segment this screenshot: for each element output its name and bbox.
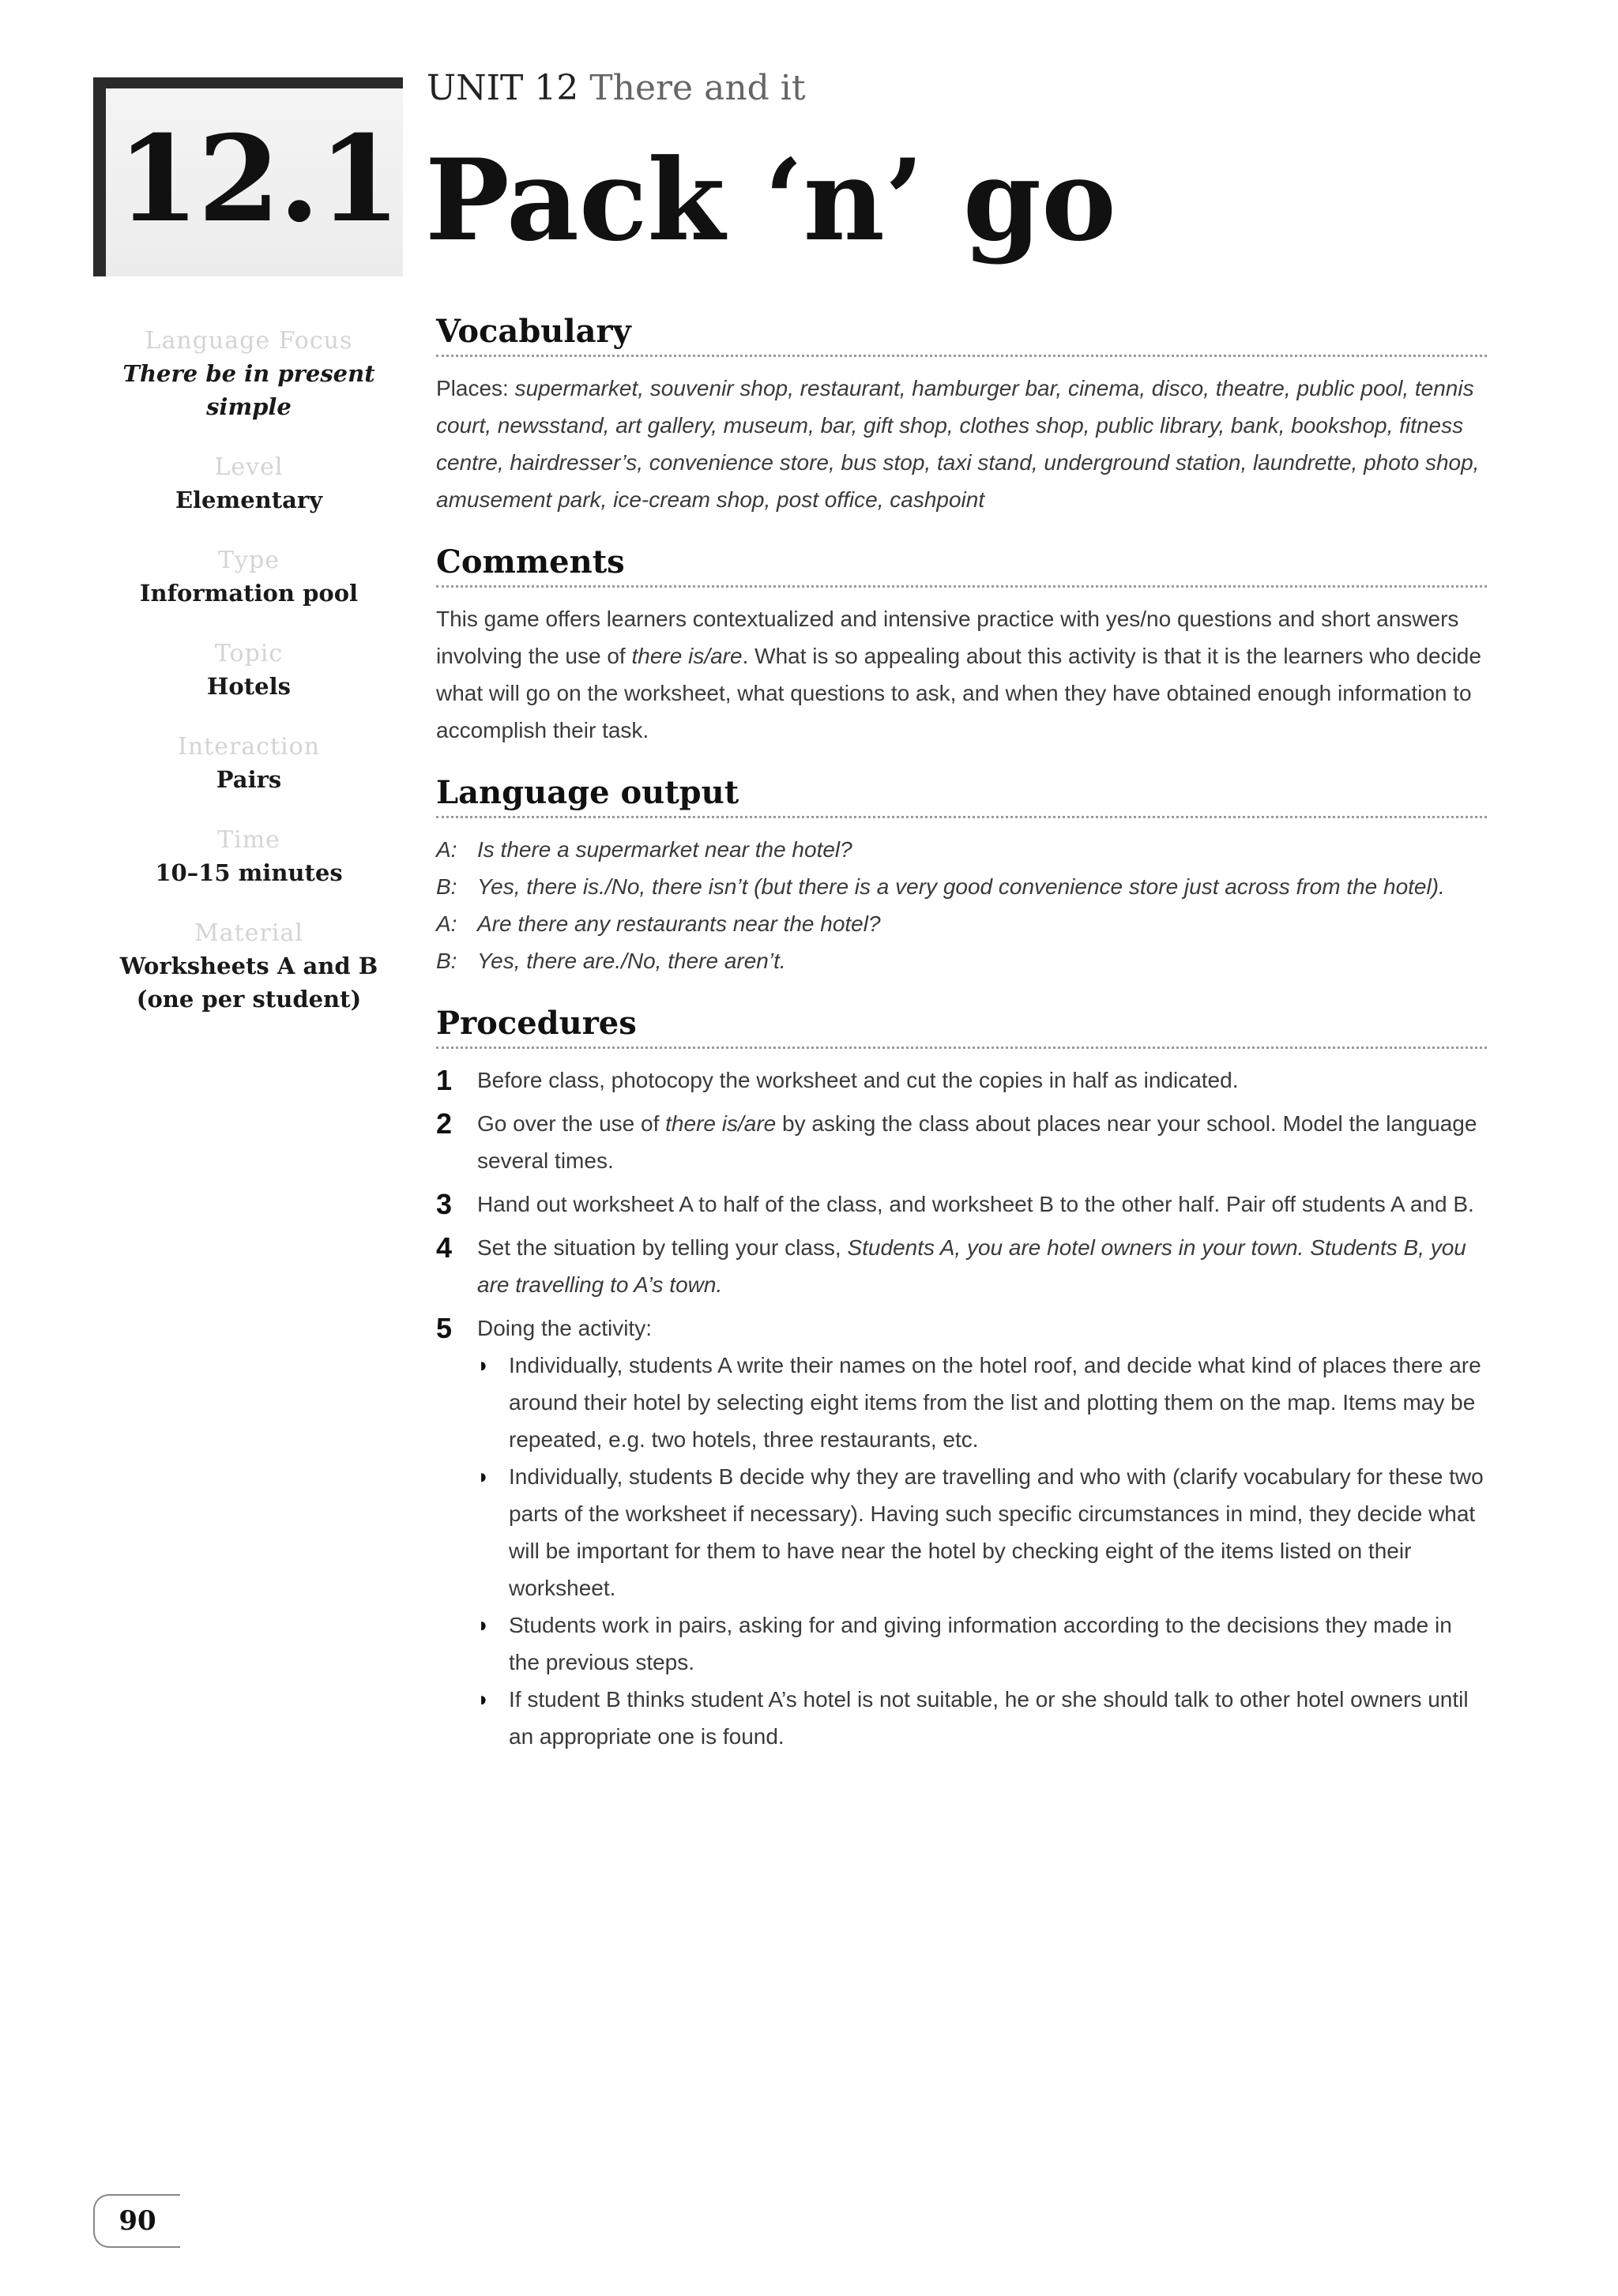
sidebar-value-topic: Hotels <box>207 673 291 700</box>
procedure-step <box>436 1186 1487 1223</box>
dialogue-speaker: A: <box>436 837 457 862</box>
step-text: Before class, photocopy the worksheet and cut the copies in half as indicated. <box>477 1068 1239 1092</box>
bullet-text: If student B thinks student A’s hotel is not suitable, he or she should talk to other hotel owners until an appropriate one is found. <box>509 1687 1469 1749</box>
page-title: Pack ‘n’ go <box>425 135 1116 266</box>
dialogue-utterance: Yes, there are./No, there aren’t. <box>477 949 786 973</box>
dialogue-utterance: Is there a supermarket near the hotel? <box>477 837 852 862</box>
sidebar-label-time: Time <box>217 826 280 854</box>
procedure-step <box>436 1105 1487 1179</box>
vocabulary-heading: Vocabulary <box>436 313 1487 357</box>
step-number: 5 <box>436 1312 453 1344</box>
dialogue-speaker: B: <box>436 949 457 973</box>
unit-name: There and it <box>589 68 806 108</box>
dialogue-speaker: A: <box>436 911 457 936</box>
step-text-part: Go over the use of <box>477 1111 666 1136</box>
step-number: 3 <box>436 1188 453 1220</box>
procedure-bullet <box>477 1347 1487 1458</box>
procedures-heading: Procedures <box>436 1005 1487 1049</box>
dialogue-line <box>436 905 1487 942</box>
vocabulary-list: supermarket, souvenir shop, restaurant, hamburger bar, cinema, disco, theatre, public pool, tennis court, newsstand, art gallery, museum, bar, gift shop, clothes shop, public library, bank, bookshop, fitness centre, hairdresser’s, convenience store, bus stop, taxi stand, underground station, laundrette, photo shop, amusement park, ice-cream shop, post office, cashpoint <box>436 376 1480 512</box>
procedure-bullet <box>477 1681 1487 1755</box>
dialogue-speaker: B: <box>436 874 457 899</box>
language-output-heading: Language output <box>436 774 1487 818</box>
activity-info-sidebar <box>119 325 379 1044</box>
sidebar-value-material: Worksheets A and B (one per student) <box>119 953 378 1013</box>
vocabulary-prefix: Places: <box>436 376 515 400</box>
procedure-bullet <box>477 1606 1487 1681</box>
bullet-icon: ◗ <box>477 1613 490 1637</box>
bullet-icon: ◗ <box>477 1353 490 1377</box>
comments-text-part2: . What is so appealing about this activity is that it is the learners who decide what will go on the worksheet, what questions to ask, and when they have obtained enough information to accomplish their task. <box>436 644 1481 742</box>
sidebar-label-interaction: Interaction <box>177 733 321 761</box>
step-text: Doing the activity: <box>477 1316 652 1340</box>
step-text-italic: Students A, you are hotel owners in your town. Students B, you are travelling to A’s town. <box>477 1235 1466 1297</box>
procedures-section <box>436 1005 1487 1755</box>
bullet-text: Students work in pairs, asking for and giving information according to the decisions they made in the previous steps. <box>509 1613 1452 1674</box>
dialogue-line <box>436 942 1487 979</box>
bullet-icon: ◗ <box>477 1464 490 1488</box>
step-text <box>477 1229 1487 1303</box>
step-number: 1 <box>436 1064 453 1096</box>
sidebar-value-type: Information pool <box>139 580 359 607</box>
dialogue-utterance: Are there any restaurants near the hotel? <box>477 911 881 936</box>
comments-section <box>436 543 1487 749</box>
procedure-step <box>436 1229 1487 1303</box>
sidebar-label-type: Type <box>218 547 280 574</box>
procedure-bullet <box>477 1458 1487 1606</box>
bullet-text: Individually, students B decide why they are travelling and who with (clarify vocabulary for these two parts of the worksheet if necessary). Having such specific circumstances in mind, they decide what will be important for them to have near the hotel by checking eight of the items listed on their worksheet. <box>509 1464 1484 1600</box>
unit-heading <box>427 68 806 108</box>
sidebar-value-level: Elementary <box>175 487 323 513</box>
comments-text-part1: This game offers learners contextualized and intensive practice with yes/no questions and short answers involving the use of <box>436 607 1459 668</box>
dialogue-utterance: Yes, there is./No, there isn’t (but there is a very good convenience store just across from the hotel). <box>477 874 1445 899</box>
dialogue-line <box>436 831 1487 868</box>
unit-number-box-left-bar <box>93 77 106 276</box>
bullet-text: Individually, students A write their names on the hotel roof, and decide what kind of places there are around their hotel by selecting eight items from the list and plotting them on the map. Items may be repeated, e.g. two hotels, three restaurants, etc. <box>509 1353 1481 1452</box>
sidebar-value-time: 10–15 minutes <box>155 859 343 886</box>
main-content <box>436 313 1487 1780</box>
step-text-part: Set the situation by telling your class, <box>477 1235 848 1260</box>
step-text <box>477 1105 1487 1179</box>
unit-number-box-top-bar <box>93 77 403 88</box>
sidebar-label-topic: Topic <box>214 640 284 667</box>
step-text-italic: there is/are <box>665 1111 777 1136</box>
dialogue-line <box>436 868 1487 905</box>
step-text-part: by asking the class about places near your school. Model the language several times. <box>477 1111 1477 1173</box>
sidebar-label-material: Material <box>194 919 303 947</box>
unit-prefix: UNIT 12 <box>427 68 579 108</box>
comments-heading: Comments <box>436 543 1487 588</box>
sidebar-label-language-focus: Language Focus <box>145 327 353 355</box>
step-number: 2 <box>436 1107 453 1140</box>
comments-text-italic: there is/are <box>631 644 743 668</box>
procedure-step <box>436 1062 1487 1099</box>
language-output-section <box>436 774 1487 979</box>
vocabulary-section <box>436 313 1487 518</box>
comments-text <box>436 600 1487 749</box>
procedure-step <box>436 1310 1487 1347</box>
bullet-icon: ◗ <box>477 1687 490 1711</box>
sidebar-label-level: Level <box>214 453 284 481</box>
sidebar-value-interaction: Pairs <box>216 766 282 793</box>
vocabulary-text <box>436 370 1487 518</box>
step-text: Hand out worksheet A to half of the class, and worksheet B to the other half. Pair off students A and B. <box>477 1192 1474 1216</box>
sidebar-value-language-focus: There be in present simple <box>122 360 375 420</box>
page-number: 90 <box>93 2194 180 2248</box>
activity-number: 12.1 <box>117 110 400 249</box>
step-number: 4 <box>436 1231 453 1264</box>
